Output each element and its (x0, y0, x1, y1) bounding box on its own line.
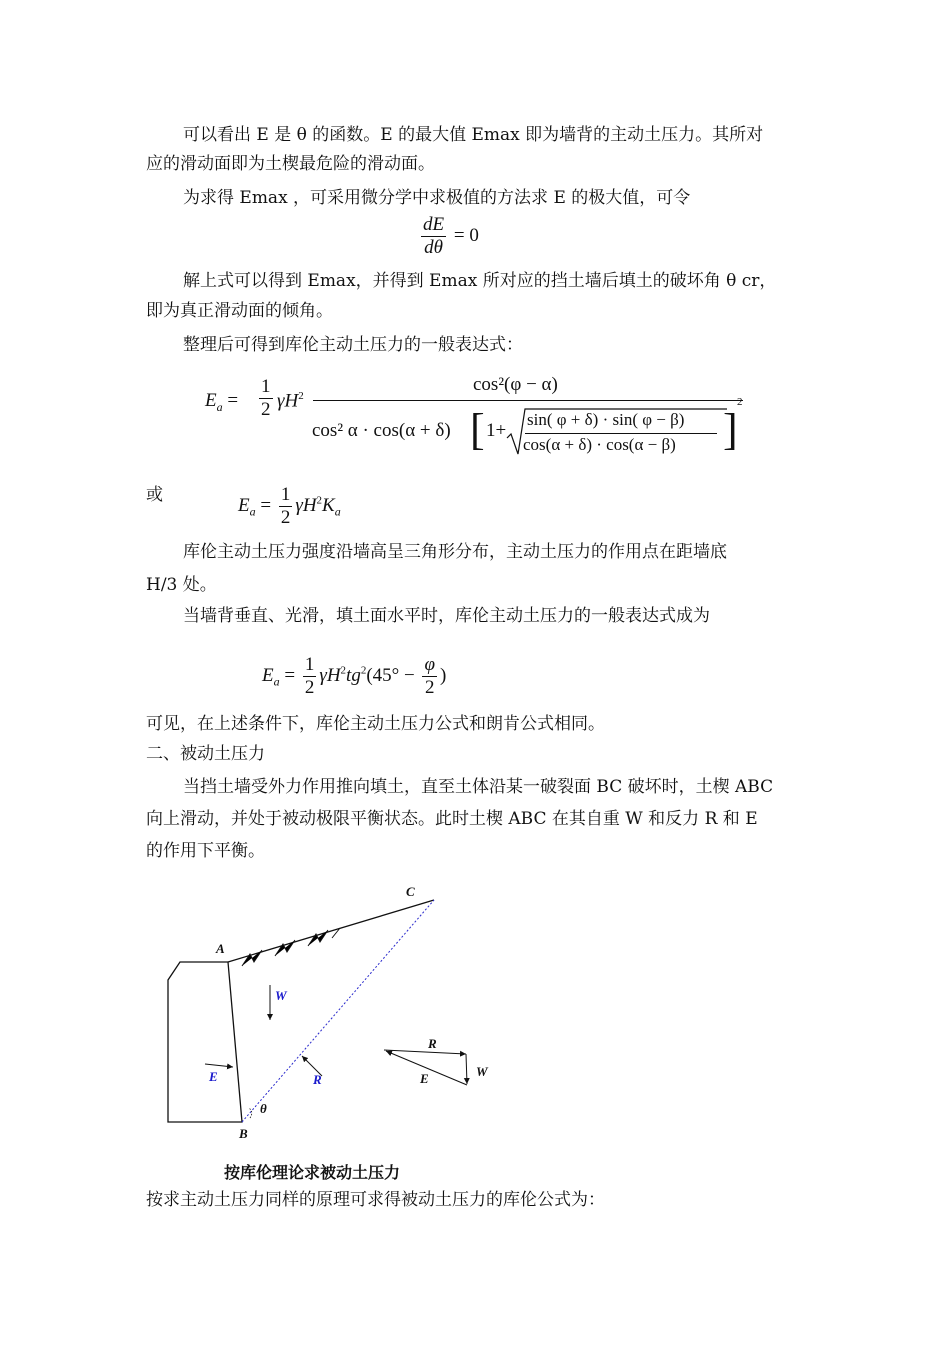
label-A: A (216, 941, 225, 956)
para-3-line-1: 解上式可以得到 Emax，并得到 Emax 所对应的挡土墙后填土的破坏角 θ cr， (183, 271, 777, 291)
para-8-line-2: 向上滑动，并处于被动极限平衡状态。此时土楔 ABC 在其自重 W 和反力 R 和 E (146, 809, 758, 829)
equation-coulomb-general: $E_a$ = $\frac{1}{2}$ $\gamma H^2$ cos²(φ − α) cos² α · cos(α + δ) [ 1+ sin( φ + δ) · sin( φ − β) cos(α + δ) · cos(α − β) ] 2 (205, 374, 743, 454)
equation-ea-rankine: $E_a$ = $\frac{1}{2}$ $\gamma H^2tg^2(45^\circ$ − $\frac{\varphi}{2}$ ) (262, 654, 447, 698)
equation-dE-dtheta: $\frac{dE}{d\theta}$ = 0 (423, 214, 479, 258)
para-5-line-1: 库伦主动土压力强度沿墙高呈三角形分布，主动土压力的作用点在距墙底 (183, 542, 727, 562)
triangle-W (466, 1054, 467, 1084)
para-1-line-1: 可以看出 E 是 θ 的函数。E 的最大值 Emax 即为墙背的主动土压力。其所对 (183, 125, 764, 145)
retaining-wall (168, 962, 242, 1122)
label-E: E (209, 1069, 218, 1084)
label-triangle-R: R (428, 1036, 437, 1051)
triangle-R (384, 1050, 466, 1054)
para-6: 当墙背垂直、光滑，填土面水平时，库伦主动土压力的一般表达式成为 (183, 606, 710, 626)
para-8-line-3: 的作用下平衡。 (146, 841, 265, 861)
earth-pressure-arrow (205, 1064, 233, 1067)
para-3-line-2: 即为真正滑动面的倾角。 (146, 301, 333, 321)
ground-hatching (242, 928, 340, 966)
coulomb-passive-figure (150, 880, 510, 1145)
label-R: R (313, 1072, 322, 1087)
label-B: B (239, 1126, 248, 1141)
equation-ea-ka: $E_a$ = $\frac{1}{2}$ $\gamma H^2K_a$ (238, 484, 341, 528)
slip-surface-BC (242, 900, 434, 1122)
label-W: W (275, 988, 287, 1003)
para-2: 为求得 Emax ，可采用微分学中求极值的方法求 E 的极大值，可令 (183, 188, 691, 208)
para-1-line-2: 应的滑动面即为土楔最危险的滑动面。 (146, 154, 435, 174)
para-7: 可见，在上述条件下，库伦主动土压力公式和朗肯公式相同。 (146, 714, 605, 734)
para-9: 按求主动土压力同样的原理可求得被动土压力的库伦公式为： (146, 1190, 605, 1210)
para-4: 整理后可得到库伦主动土压力的一般表达式： (183, 335, 523, 355)
label-C: C (406, 884, 415, 899)
para-5-line-2: H/3 处。 (146, 575, 217, 595)
para-8-line-1: 当挡土墙受外力作用推向填土，直至土体沿某一破裂面 BC 破坏时，土楔 ABC (183, 777, 774, 797)
or-label: 或 (146, 485, 163, 505)
label-triangle-W: W (476, 1064, 488, 1079)
label-triangle-E: E (420, 1071, 429, 1086)
section-heading-passive: 二、被动土压力 (146, 744, 265, 764)
figure-caption: 按库伦理论求被动土压力 (224, 1163, 401, 1182)
label-theta: θ (260, 1101, 267, 1116)
